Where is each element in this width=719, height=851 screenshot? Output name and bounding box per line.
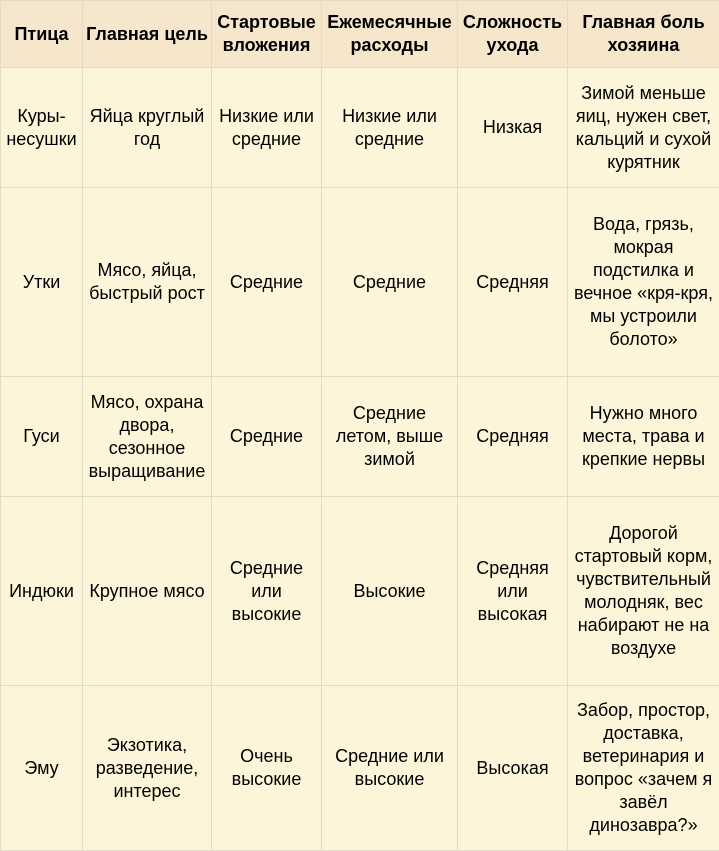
cell-care-difficulty: Средняя [458,188,568,377]
table-body [1,68,719,851]
cell-care-difficulty: Низкая [458,68,568,188]
cell-main-goal: Мясо, яйца, быстрый рост [83,188,212,377]
cell-bird: Гуси [1,377,83,497]
cell-bird: Утки [1,188,83,377]
header-bird: Птица [1,1,83,68]
cell-main-pain: Вода, грязь, мокрая подстилка и вечное «кря-кря, мы устроили болото» [568,188,719,377]
header-startup-cost: Стартовые вложения [212,1,322,68]
table-row [1,68,719,188]
cell-main-goal: Мясо, охрана двора, сезонное выращивание [83,377,212,497]
cell-main-goal: Яйца круглый год [83,68,212,188]
cell-care-difficulty: Средняя или высокая [458,497,568,686]
cell-monthly-cost: Средние или высокие [322,686,458,851]
cell-bird: Куры-несушки [1,68,83,188]
cell-monthly-cost: Средние [322,188,458,377]
header-monthly-cost: Ежемесячные расходы [322,1,458,68]
header-main-pain: Главная боль хозяина [568,1,719,68]
cell-startup-cost: Средние или высокие [212,497,322,686]
cell-main-pain: Забор, простор, доставка, ветеринария и вопрос «зачем я завёл динозавра?» [568,686,719,851]
cell-main-goal: Крупное мясо [83,497,212,686]
cell-care-difficulty: Средняя [458,377,568,497]
cell-monthly-cost: Средние летом, выше зимой [322,377,458,497]
header-care-difficulty: Сложность ухода [458,1,568,68]
cell-main-pain: Нужно много места, трава и крепкие нервы [568,377,719,497]
table-row [1,188,719,377]
cell-monthly-cost: Высокие [322,497,458,686]
cell-startup-cost: Средние [212,377,322,497]
cell-bird: Эму [1,686,83,851]
table-row [1,497,719,686]
cell-main-pain: Дорогой стартовый корм, чувствительный молодняк, вес набирают не на воздухе [568,497,719,686]
cell-monthly-cost: Низкие или средние [322,68,458,188]
cell-bird: Индюки [1,497,83,686]
table-row [1,686,719,851]
table-row [1,377,719,497]
cell-startup-cost: Очень высокие [212,686,322,851]
cell-main-pain: Зимой меньше яиц, нужен свет, кальций и сухой курятник [568,68,719,188]
cell-main-goal: Экзотика, разведение, интерес [83,686,212,851]
cell-care-difficulty: Высокая [458,686,568,851]
cell-startup-cost: Низкие или средние [212,68,322,188]
header-row [1,1,719,68]
cell-startup-cost: Средние [212,188,322,377]
header-main-goal: Главная цель [83,1,212,68]
table-header [1,1,719,68]
